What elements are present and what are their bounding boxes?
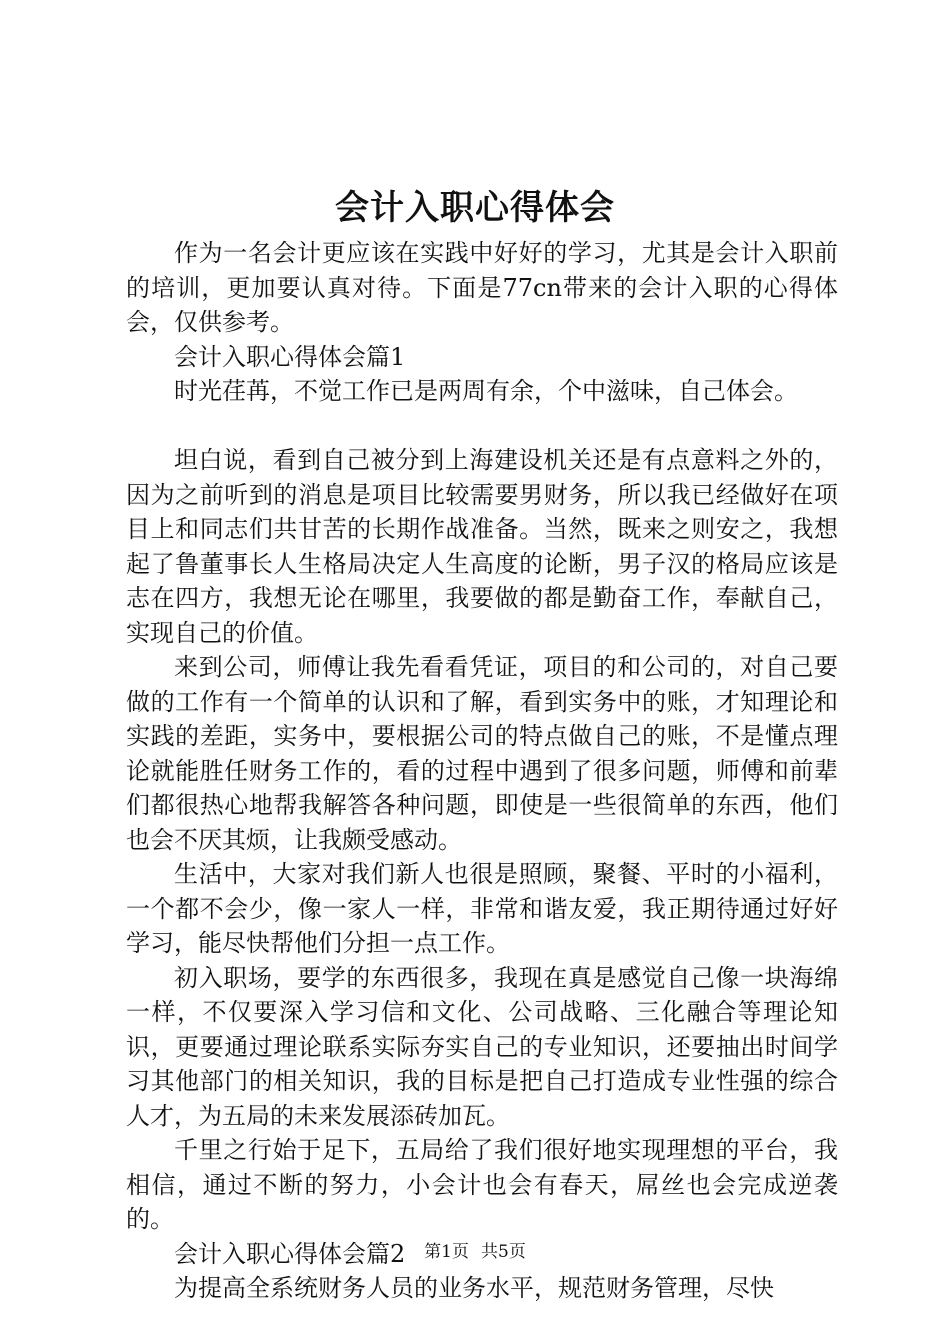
paragraph-intro: 作为一名会计更应该在实践中好好的学习，尤其是会计入职前的培训，更加要认真对待。下面是77cn带来的会计入职的心得体会，仅供参考。	[126, 239, 838, 336]
paragraph: 时光荏苒，不觉工作已是两周有余，个中滋味，自己体会。	[174, 377, 798, 405]
section-heading-2: 会计入职心得体会篇2	[174, 1239, 406, 1268]
page-footer	[0, 1240, 950, 1264]
page-title: 会计入职心得体会	[335, 188, 615, 228]
page-number: 第1页	[424, 1242, 469, 1262]
page-total: 共5页	[481, 1242, 526, 1262]
paragraph: 生活中，大家对我们新人也很是照顾，聚餐、平时的小福利，一个都不会少，像一家人一样，非常和谐友爱，我正期待通过好好学习，能尽快帮他们分担一点工作。	[126, 860, 838, 957]
paragraph: 初入职场，要学的东西很多，我现在真是感觉自己像一块海绵一样，不仅要深入学习信和文化、公司战略、三化融合等理论知识，更要通过理论联系实际夯实自己的专业知识，还要抽出时间学习其他部门的相关知识，我的目标是把自己打造成专业性强的综合人才，为五局的未来发展添砖加瓦。	[126, 963, 838, 1130]
paragraph: 千里之行始于足下，五局给了我们很好地实现理想的平台，我相信，通过不断的努力，小会计也会有春天，屌丝也会完成逆袭的。	[126, 1136, 838, 1233]
paragraph: 坦白说，看到自己被分到上海建设机关还是有点意料之外的，因为之前听到的消息是项目比较需要男财务，所以我已经做好在项目上和同志们共甘苦的长期作战准备。当然，既来之则安之，我想起了鲁董事长人生格局决定人生高度的论断，男子汉的格局应该是志在四方，我想无论在哪里，我要做的都是勤奋工作，奉献自己，实现自己的价值。	[126, 446, 838, 647]
blank-line	[126, 409, 838, 444]
section-heading-1: 会计入职心得体会篇1	[174, 342, 406, 371]
document-body	[126, 236, 838, 1306]
paragraph: 为提高全系统财务人员的业务水平，规范财务管理，尽快	[174, 1274, 774, 1302]
paragraph: 来到公司，师傅让我先看看凭证，项目的和公司的，对自己要做的工作有一个简单的认识和了解，看到实务中的账，才知理论和实践的差距，实务中，要根据公司的特点做自己的账，不是懂点理论就能胜任财务工作的，看的过程中遇到了很多问题，师傅和前辈们都很热心地帮我解答各种问题，即使是一些很简单的东西，他们也会不厌其烦，让我颇受感动。	[126, 653, 838, 854]
